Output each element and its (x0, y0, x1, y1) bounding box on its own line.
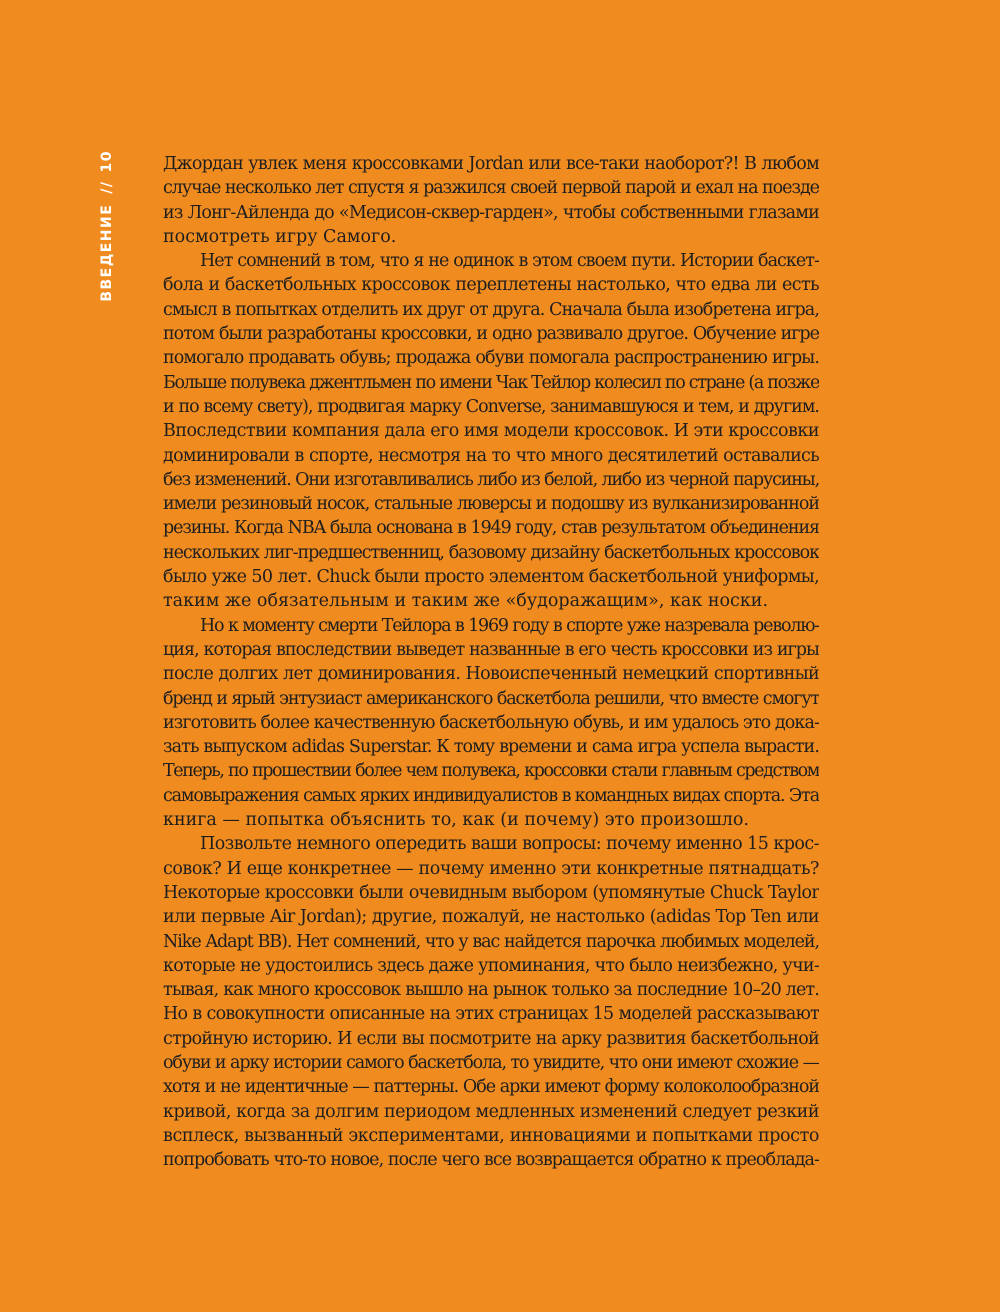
text-line: или первые Air Jordan); другие, пожалуй, не настолько (adidas Top Ten или (163, 907, 819, 928)
text-line: тывая, как много кроссовок вышло на рынок только за последние 10–20 лет. (163, 980, 819, 1001)
text-line: обуви и арку истории самого баскетбола, то увидите, что они имеют схожие — (163, 1052, 819, 1073)
running-head (95, 150, 119, 310)
paragraph (163, 832, 819, 1172)
paragraph (163, 152, 819, 249)
text-line: книга — попытка объяснить то, как (и почему) это произошло. (163, 810, 749, 831)
text-line: Больше полувека джентльмен по имени Чак Тейлор колесил по стране (а позже (163, 372, 819, 393)
section-title: ВВЕДЕНИЕ (99, 203, 115, 302)
text-line: смысл в попытках отделить их друг от друга. Сначала была изобретена игра, (163, 299, 819, 320)
text-line: совок? И еще конкретнее — почему именно эти конкретные пятнадцать? (163, 858, 819, 879)
text-line: кривой, когда за долгим периодом медленных изменений следует резкий (163, 1101, 819, 1122)
text-line: Nike Adapt BB). Нет сомнений, что у вас найдется парочка любимых моделей, (163, 931, 819, 952)
text-line: Позвольте немного опередить ваши вопросы: почему именно 15 крос- (200, 834, 819, 855)
page-number: 10 (99, 150, 115, 173)
text-line: ция, которая впоследствии выведет названные в его честь кроссовки из игры (163, 639, 819, 660)
running-head-separator: // (99, 180, 115, 194)
running-head-text (95, 150, 119, 310)
text-line: которые не удостоились здесь даже упоминания, что было неизбежно, учи- (163, 955, 819, 976)
text-line: Джордан увлек меня кроссовками Jordan или все-таки наоборот?! В любом (163, 154, 819, 174)
text-line: было уже 50 лет. Chuck были просто элементом баскетбольной униформы, (163, 567, 819, 588)
text-line: хотя и не идентичные — паттерны. Обе арки имеют форму колоколообразной (163, 1077, 819, 1098)
text-line: резины. Когда NBA была основана в 1949 году, став результатом объединения (163, 518, 819, 539)
text-line: таким же обязательным и таким же «будоражащим», как носки. (163, 591, 769, 612)
text-line: Но в совокупности описанные на этих страницах 15 моделей рассказывают (163, 1004, 819, 1025)
text-line: Но к моменту смерти Тейлора в 1969 году в спорте уже назревала револю- (200, 615, 819, 636)
text-line: случае несколько лет спустя я разжился своей первой парой и ехал на поезде (163, 178, 819, 199)
body-text (163, 152, 819, 1172)
text-line: нескольких лиг-предшественниц, базовому дизайну баскетбольных кроссовок (163, 542, 819, 563)
paragraph (163, 614, 819, 833)
text-line: изготовить более качественную баскетбольную обувь, и им удалось это дока- (163, 712, 819, 733)
text-line: зать выпуском adidas Superstar. К тому времени и сама игра успела вырасти. (163, 737, 819, 758)
text-line: Нет сомнений в том, что я не одинок в этом своем пути. Истории баскет- (200, 251, 819, 272)
text-line: Впоследствии компания дала его имя модели кроссовок. И эти кроссовки (163, 421, 819, 442)
text-line: из Лонг-Айленда до «Медисон-сквер-гарден», чтобы собственными глазами (163, 202, 819, 223)
text-line: Теперь, по прошествии более чем полувека, кроссовки стали главным средством (163, 761, 819, 782)
text-line: Некоторые кроссовки были очевидным выбором (упомянутые Chuck Taylor (163, 882, 819, 903)
text-line: и по всему свету), продвигая марку Converse, занимавшуюся и тем, и другим. (163, 396, 819, 417)
text-line: доминировали в спорте, несмотря на то что много десятилетий оставались (163, 445, 819, 466)
text-line: помогало продавать обувь; продажа обуви помогала распространению игры. (163, 348, 819, 369)
text-line: самовыражения самых ярких индивидуалистов в командных видах спорта. Эта (163, 785, 819, 806)
text-line: без изменений. Они изготавливались либо из белой, либо из черной парусины, (163, 469, 819, 490)
text-line: после долгих лет доминирования. Новоиспеченный немецкий спортивный (163, 664, 819, 685)
text-line: имели резиновый носок, стальные люверсы и подошву из вулканизированной (163, 494, 819, 515)
text-line: потом были разработаны кроссовки, и одно развивало другое. Обучение игре (163, 324, 819, 345)
text-line: попробовать что-то новое, после чего все возвращается обратно к преоблада- (163, 1150, 819, 1171)
text-line: посмотреть игру Самого. (163, 226, 397, 247)
paragraph (163, 249, 819, 613)
text-line: всплеск, вызванный экспериментами, инновациями и попытками просто (163, 1125, 819, 1146)
text-line: бренд и ярый энтузиаст американского баскетбола решили, что вместе смогут (163, 688, 819, 709)
text-line: бола и баскетбольных кроссовок переплетены настолько, что едва ли есть (163, 275, 819, 296)
text-line: стройную историю. И если вы посмотрите на арку развития баскетбольной (163, 1028, 819, 1049)
